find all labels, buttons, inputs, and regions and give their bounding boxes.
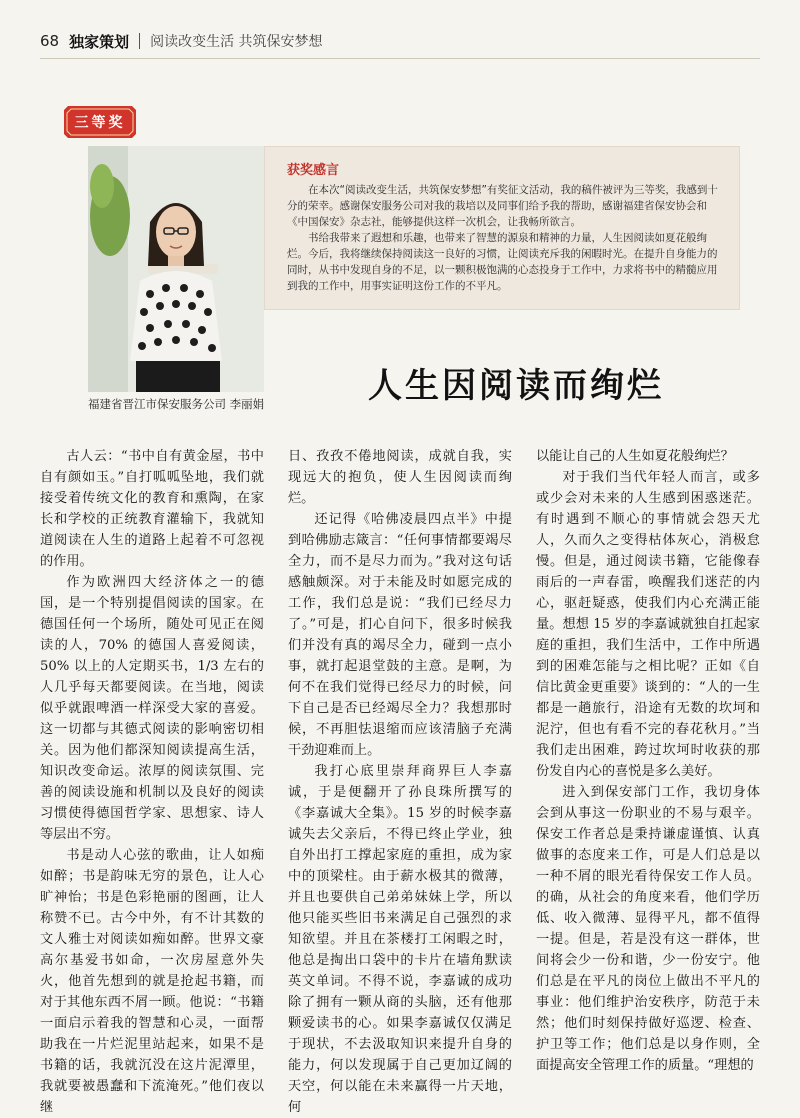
award-paragraph: 在本次“阅读改变生活，共筑保安梦想”有奖征文活动，我的稿件被评为三等奖，我感到十分的荣幸。感谢保安服务公司对我的栽培以及同事们给予我的帮助，感谢福建省保安协会和《中国保安》杂志社，能够提供这样一次机会，让我畅所欲言。	[287, 184, 718, 228]
body-paragraph: 作为欧洲四大经济体之一的德国，是一个特别提倡阅读的国家。在德国任何一个场所，随处可见正在阅读的人，70% 的德国人喜爱阅读，50% 以上的人定期买书，1/3 左右的人几乎每天都要阅读。在当地，阅读似乎就跟啤酒一样深受大家的喜爱。这一切都与其德式阅读的影响密切相关。因为他们都深知阅读提高生活，知识改变命运。浓厚的阅读氛围、完善的阅读设施和机制以及良好的阅读习惯使得德国哲学家、思想家、诗人等层出不穷。	[40, 575, 264, 842]
body-paragraph: 还记得《哈佛凌晨四点半》中提到哈佛励志箴言：“任何事情都要竭尽全力，而不是尽力而为。”我对这句话感触颇深。对于未能及时如愿完成的工作，我们总是说：“我们已经尽力了。”可是，扪心自问下，很多时候我们并没有真的竭尽全力，碰到一点小事，就打起退堂鼓的主意。是啊，为何不在我们觉得已经尽力的时候，问下自己是否已经竭尽全力？我想那时候，不再胆怯退缩而应该清脑子充满干劲迎难而上。	[288, 512, 512, 758]
portrait-illustration-icon	[88, 146, 264, 392]
text-column-1	[40, 446, 264, 1115]
body-paragraph-continued: 日、孜孜不倦地阅读，成就自我，实现远大的抱负，使人生因阅读而绚烂。	[288, 449, 512, 506]
text-column-3	[536, 446, 760, 1073]
page-number: 68	[40, 32, 60, 50]
column-subtitle: 阅读改变生活 共筑保安梦想	[150, 34, 323, 50]
body-paragraph: 书是动人心弦的歌曲，让人如痴如醉；书是韵味无穷的景色，让人心旷神怡；书是色彩艳丽的图画，让人称赞不已。古今中外，有不计其数的文人雅士对阅读如痴如醉。世界文豪高尔基爱书如命，一次房屋意外失火，他首先想到的就是抢起书籍，而对于其他东西不屑一顾。他说：“书籍一面启示着我的智慧和心灵，一面帮助我在一片烂泥里站起来，如果不是书籍的话，我就沉没在这片泥潭里，我就要被愚蠢和下流淹死。”他们夜以继	[40, 848, 264, 1115]
photo-caption: 福建省晋江市保安服务公司 李丽娟	[88, 397, 265, 411]
body-paragraph: 对于我们当代年轻人而言，或多或少会对未来的人生感到困惑迷茫。有时遇到不顺心的事情就会怨天尤人，久而久之变得枯体灰心，消极怠慢。但是，通过阅读书籍，它能像春雨后的一声春雷，唤醒我们迷茫的内心，驱赶疑惑，使我们内心充满正能量。想想 15 岁的李嘉诚就独自扛起家庭的重担，我们生活中，工作中所遇到的困难怎能与之相比呢？正如《自信比黄金更重要》谈到的：“人的一生都是一趟旅行，沿途有无数的坎坷和泥泞，但也有看不完的春花秋月。”当我们走出困难，跨过坎坷时收获的那份发自内心的喜悦是多么美好。	[536, 470, 760, 779]
header-rule	[40, 58, 760, 59]
badge-label: 三等奖	[74, 115, 126, 131]
award-speech-box	[264, 146, 740, 310]
article-headline: 人生因阅读而绚烂	[368, 366, 664, 406]
column-name: 独家策划	[69, 32, 130, 51]
award-title: 获奖感言	[287, 163, 340, 178]
page-header	[40, 26, 323, 56]
award-paragraph: 书给我带来了遐想和乐趣，也带来了智慧的源泉和精神的力量，人生因阅读如夏花般绚烂。今后，我将继续保持阅读这一良好的习惯，让阅读充斥我的闲暇时光。在提升自身能力的同时，从书中发现自身的不足，以一颗积极饱满的心态投身于工作中，力求将书中的精髓应用到我的工作中，用事实证明这份工作的不平凡。	[287, 232, 718, 292]
article-body	[40, 446, 760, 1115]
body-paragraph: 古人云：“书中自有黄金屋，书中自有颜如玉。”自打呱呱坠地，我们就接受着传统文化的教育和熏陶，在家长和学校的正统教育灌输下，我就知道阅读在人生的道路上起着不可忽视的作用。	[40, 449, 264, 569]
body-paragraph: 我打心底里崇拜商界巨人李嘉诚，于是便翻开了孙良珠所撰写的《李嘉诚大全集》。15 岁的时候李嘉诚失去父亲后，不得已终止学业，独自外出打工撑起家庭的重担，成为家中的顶梁柱。由于薪水极其的微薄，并且也要供自己弟弟妹妹上学，所以他只能买些旧书来满足自己强烈的求知欲望。并且在茶楼打工闲暇之时，他总是掏出口袋中的卡片在墙角默读英文单词。不得不说，李嘉诚的成功除了拥有一颗从商的头脑，还有他那颗爱读书的心。如果李嘉诚仅仅满足于现状，不去汲取知识来提升自身的能力，何以发现属于自己更加辽阔的天空，何以能在未来赢得一片天地，何	[288, 764, 512, 1115]
body-paragraph-continued: 以能让自己的人生如夏花般绚烂？	[536, 449, 734, 464]
author-photo	[88, 146, 264, 392]
text-column-2	[288, 446, 512, 1115]
header-divider	[139, 33, 140, 49]
award-badge	[62, 104, 138, 140]
body-paragraph: 进入到保安部门工作，我切身体会到从事这一份职业的不易与艰辛。保安工作者总是秉持谦虚谨慎、认真做事的态度来工作，可是人们总是以一种不屑的眼光看待保安工作人员。的确，从社会的角度来看，他们学历低、收入微薄、显得平凡，都不值得一提。但是，若是没有这一群体，世间将会少一份和谐，少一份安宁。他们总是在平凡的岗位上做出不平凡的事业：他们维护治安秩序，防范于未然；他们时刻保持做好巡逻、检查、护卫等工作；他们总是以身作则，全面提高安全管理工作的质量。“理想的	[536, 785, 760, 1073]
